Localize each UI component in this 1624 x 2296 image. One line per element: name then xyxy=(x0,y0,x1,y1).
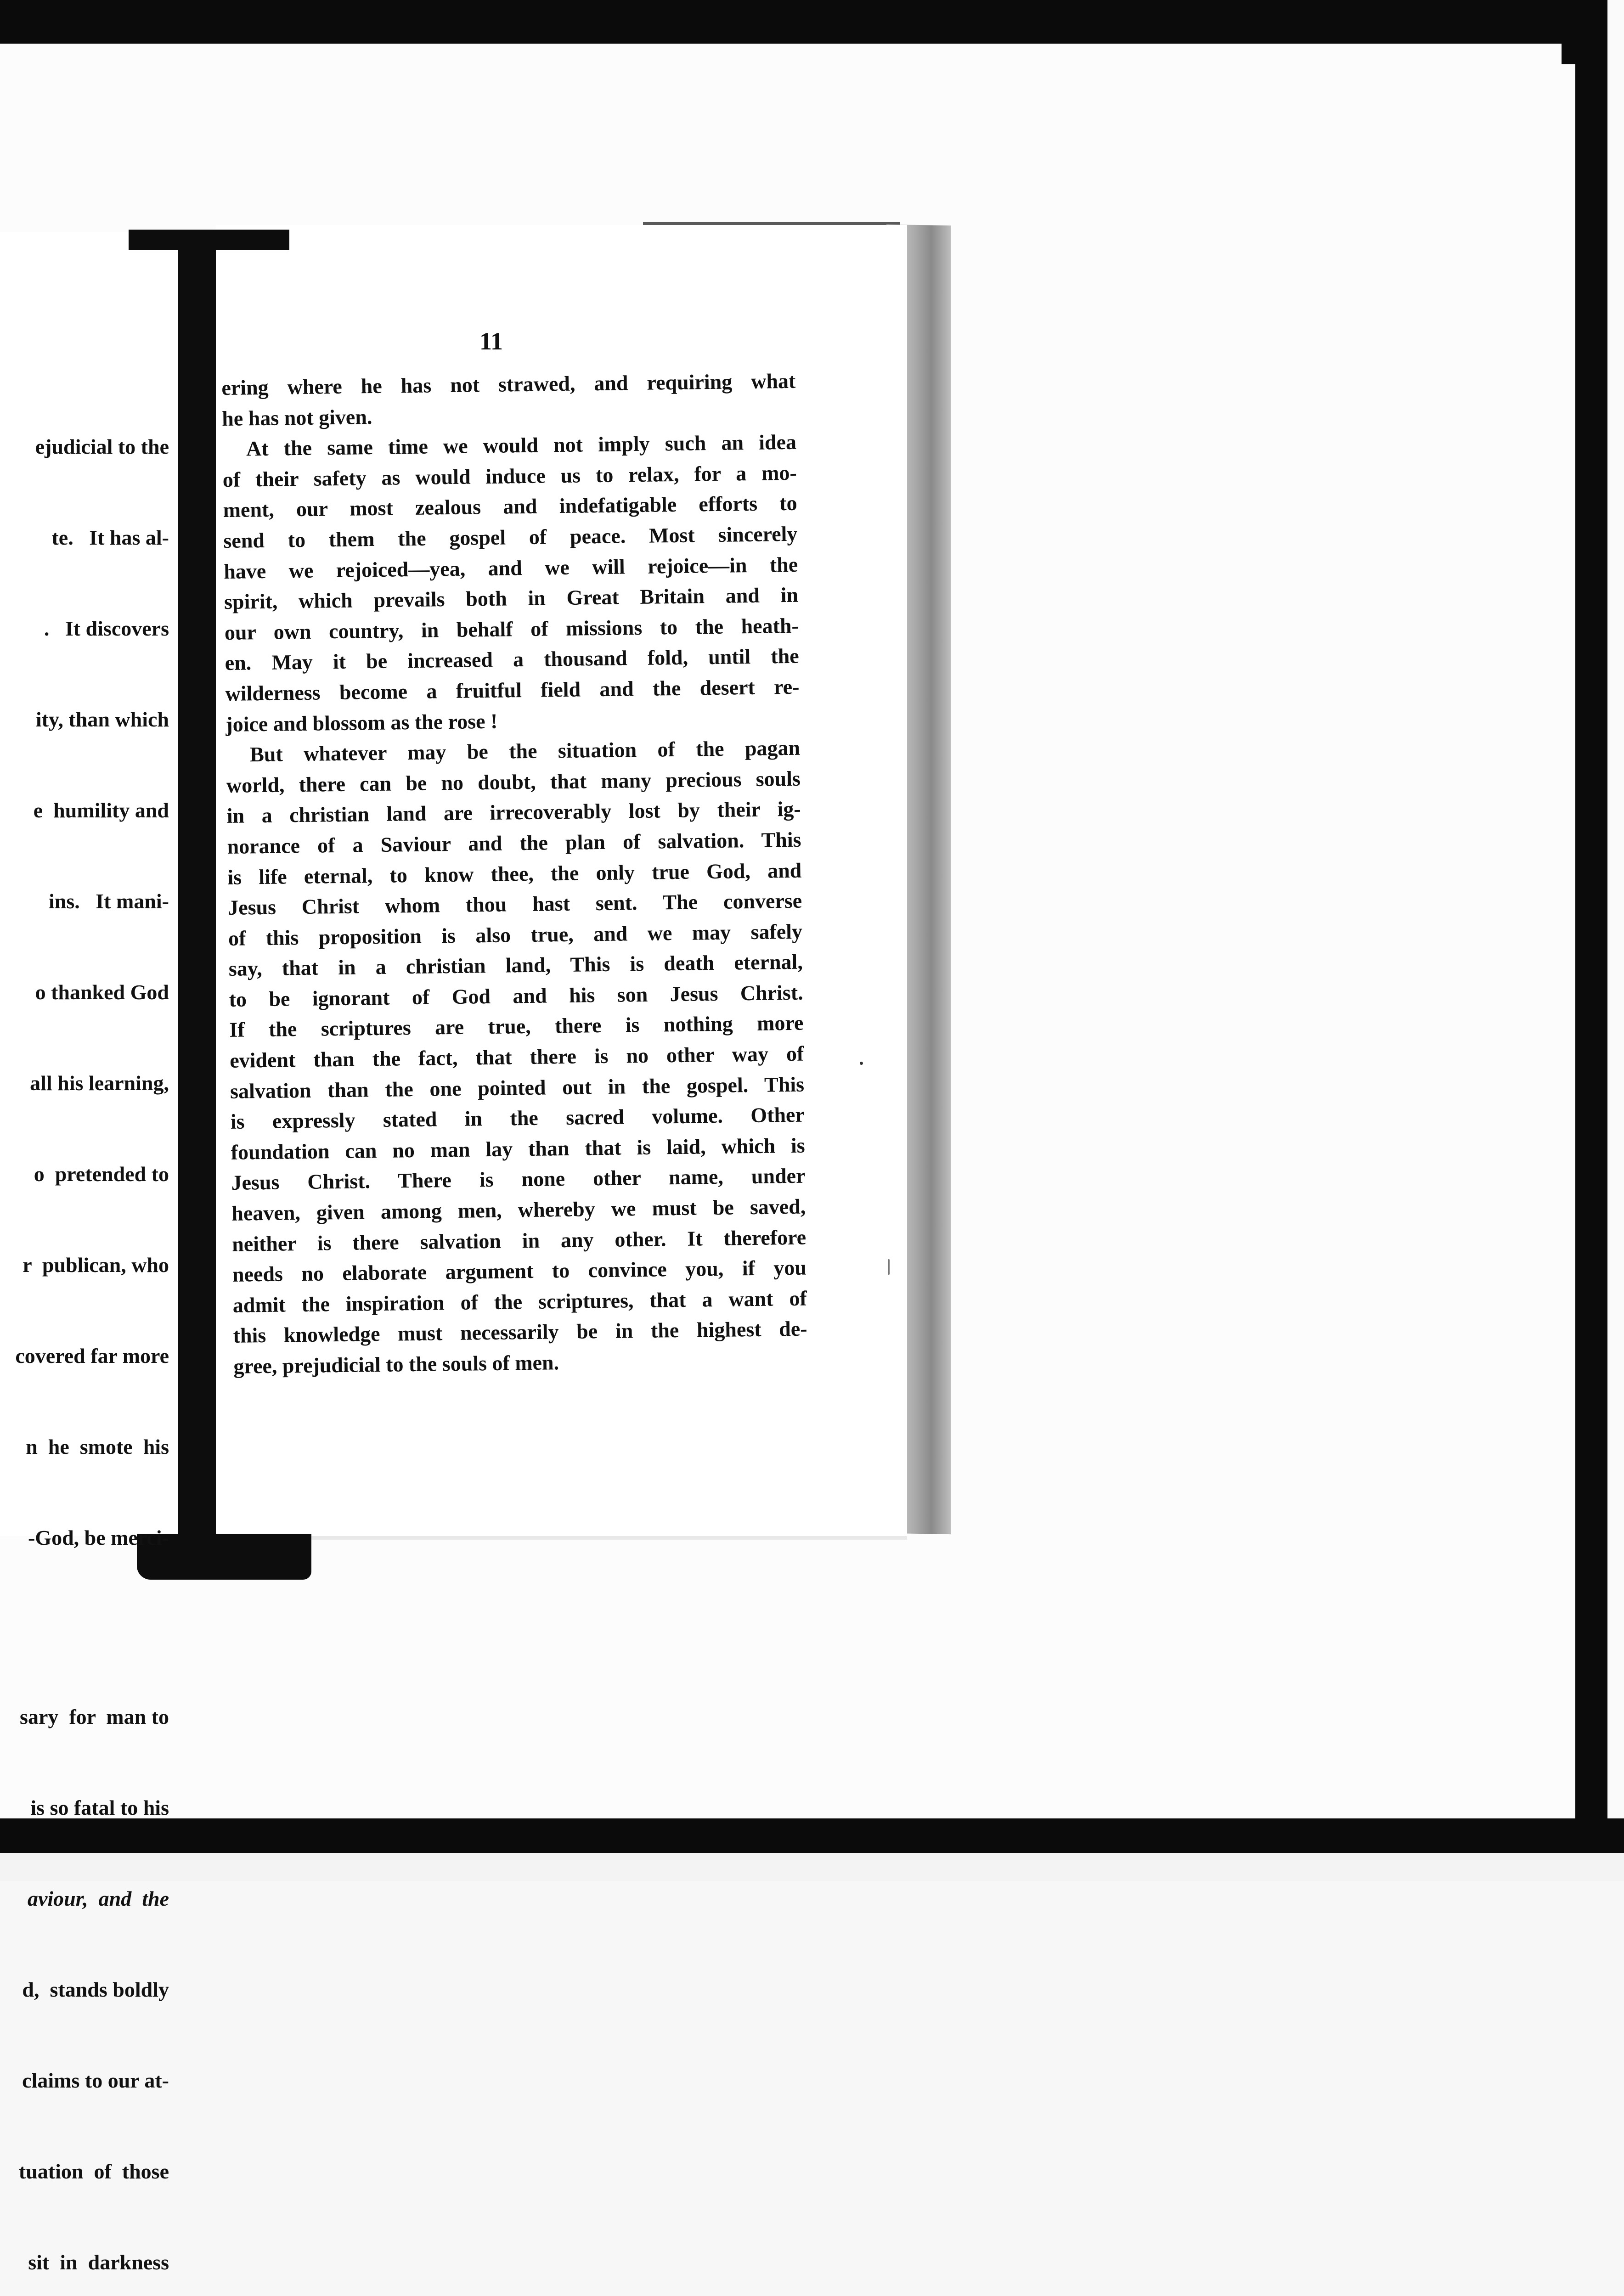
text-line: needs no elaborate argument to convince you, if you xyxy=(232,1255,807,1287)
text-line: is life eternal, to know thee, the only true God, and xyxy=(227,858,802,889)
left-paragraph-gap xyxy=(0,1614,169,1641)
text-line: en. May it be increased a thousand fold, until the xyxy=(225,644,799,675)
book-gutter xyxy=(178,232,216,1536)
left-line: all his learning, xyxy=(30,1071,169,1095)
text-line: say, that in a christian land, This is death eternal, xyxy=(228,950,803,981)
left-line: tuation of those xyxy=(18,2160,169,2183)
text-line: in a christian land are irrecoverably lost by their ig- xyxy=(226,797,801,828)
left-line: -God, be merci- xyxy=(28,1526,169,1549)
text-line: norance of a Saviour and the plan of salvation. This xyxy=(227,827,801,858)
left-line: sit in darkness xyxy=(28,2251,169,2274)
left-line: ins. It mani- xyxy=(49,889,169,913)
text-line: salvation than the one pointed out in the gospel. This xyxy=(230,1072,805,1103)
text-line: admit the inspiration of the scriptures, that a want of xyxy=(232,1286,807,1317)
text-line: have we rejoiced—yea, and we will rejoice—in the xyxy=(223,552,798,583)
text-line: to be ignorant of God and his son Jesus Christ. xyxy=(229,980,803,1011)
left-line: o thanked God xyxy=(35,980,169,1004)
left-line: ity, than which xyxy=(35,708,169,731)
text-line: send to them the gospel of peace. Most sincerely xyxy=(223,522,798,552)
text-line: he has not given. xyxy=(221,405,372,430)
left-line: te. It has al- xyxy=(51,526,169,549)
film-border-bottom xyxy=(0,1818,1624,1853)
text-line: world, there can be no doubt, that many precious souls xyxy=(226,766,801,797)
scan-speck xyxy=(860,1062,863,1065)
right-page-text xyxy=(221,366,808,1382)
text-line: our own country, in behalf of missions to the heath- xyxy=(224,613,799,644)
text-line: wilderness become a fruitful field and the desert re- xyxy=(225,675,800,705)
left-line: claims to our at- xyxy=(22,2069,169,2092)
text-line: is expressly stated in the sacred volume. Other xyxy=(230,1103,805,1134)
text-line: heaven, given among men, whereby we must be saved, xyxy=(231,1194,806,1225)
left-line: sary for man to xyxy=(20,1705,169,1728)
text-line: of their safety as would induce us to relax, for a mo- xyxy=(222,461,797,491)
text-line: Jesus Christ whom thou hast sent. The converse xyxy=(227,889,802,920)
text-line: ment, our most zealous and indefatigable efforts to xyxy=(223,491,797,522)
scan-speck xyxy=(888,1259,890,1275)
text-line: gree, prejudicial to the souls of men. xyxy=(233,1351,559,1378)
left-line: d, stands boldly xyxy=(22,1978,169,2001)
text-line: Jesus Christ. There is none other name, under xyxy=(231,1164,806,1195)
left-line: e humility and xyxy=(33,799,169,822)
left-page-text xyxy=(0,371,169,2296)
text-line: ering where he has not strawed, and requiring what xyxy=(221,369,796,400)
text-line: If the scriptures are true, there is nothing more xyxy=(229,1011,804,1042)
text-line: neither is there salvation in any other. It therefore xyxy=(231,1225,806,1256)
film-border-top xyxy=(0,0,1624,44)
text-line: joice and blossom as the rose ! xyxy=(226,709,498,736)
text-line: But whatever may be the situation of the pagan xyxy=(249,736,801,766)
left-line: . It discovers xyxy=(44,617,169,640)
left-line: r publican, who xyxy=(23,1253,169,1277)
left-line: ejudicial to the xyxy=(35,435,169,458)
text-line: evident than the fact, that there is no other way of xyxy=(229,1041,804,1072)
film-edge-bottom xyxy=(0,1853,1624,1881)
left-line: covered far more xyxy=(15,1344,169,1367)
text-line: this knowledge must necessarily be in the highest de- xyxy=(233,1317,807,1348)
left-line: aviour, and the xyxy=(27,1887,169,1910)
left-line: o pretended to xyxy=(34,1162,169,1186)
text-line: At the same time we would not imply such an idea xyxy=(246,430,797,461)
page-number: 11 xyxy=(479,327,503,355)
text-line: foundation can no man lay than that is laid, which is xyxy=(231,1133,805,1164)
film-edge-right xyxy=(1607,0,1624,1881)
left-line: is so fatal to his xyxy=(30,1796,169,1819)
text-line: spirit, which prevails both in Great Britain and in xyxy=(224,583,799,614)
text-line: of this proposition is also true, and we may safely xyxy=(228,919,803,950)
left-line: n he smote his xyxy=(26,1435,169,1458)
